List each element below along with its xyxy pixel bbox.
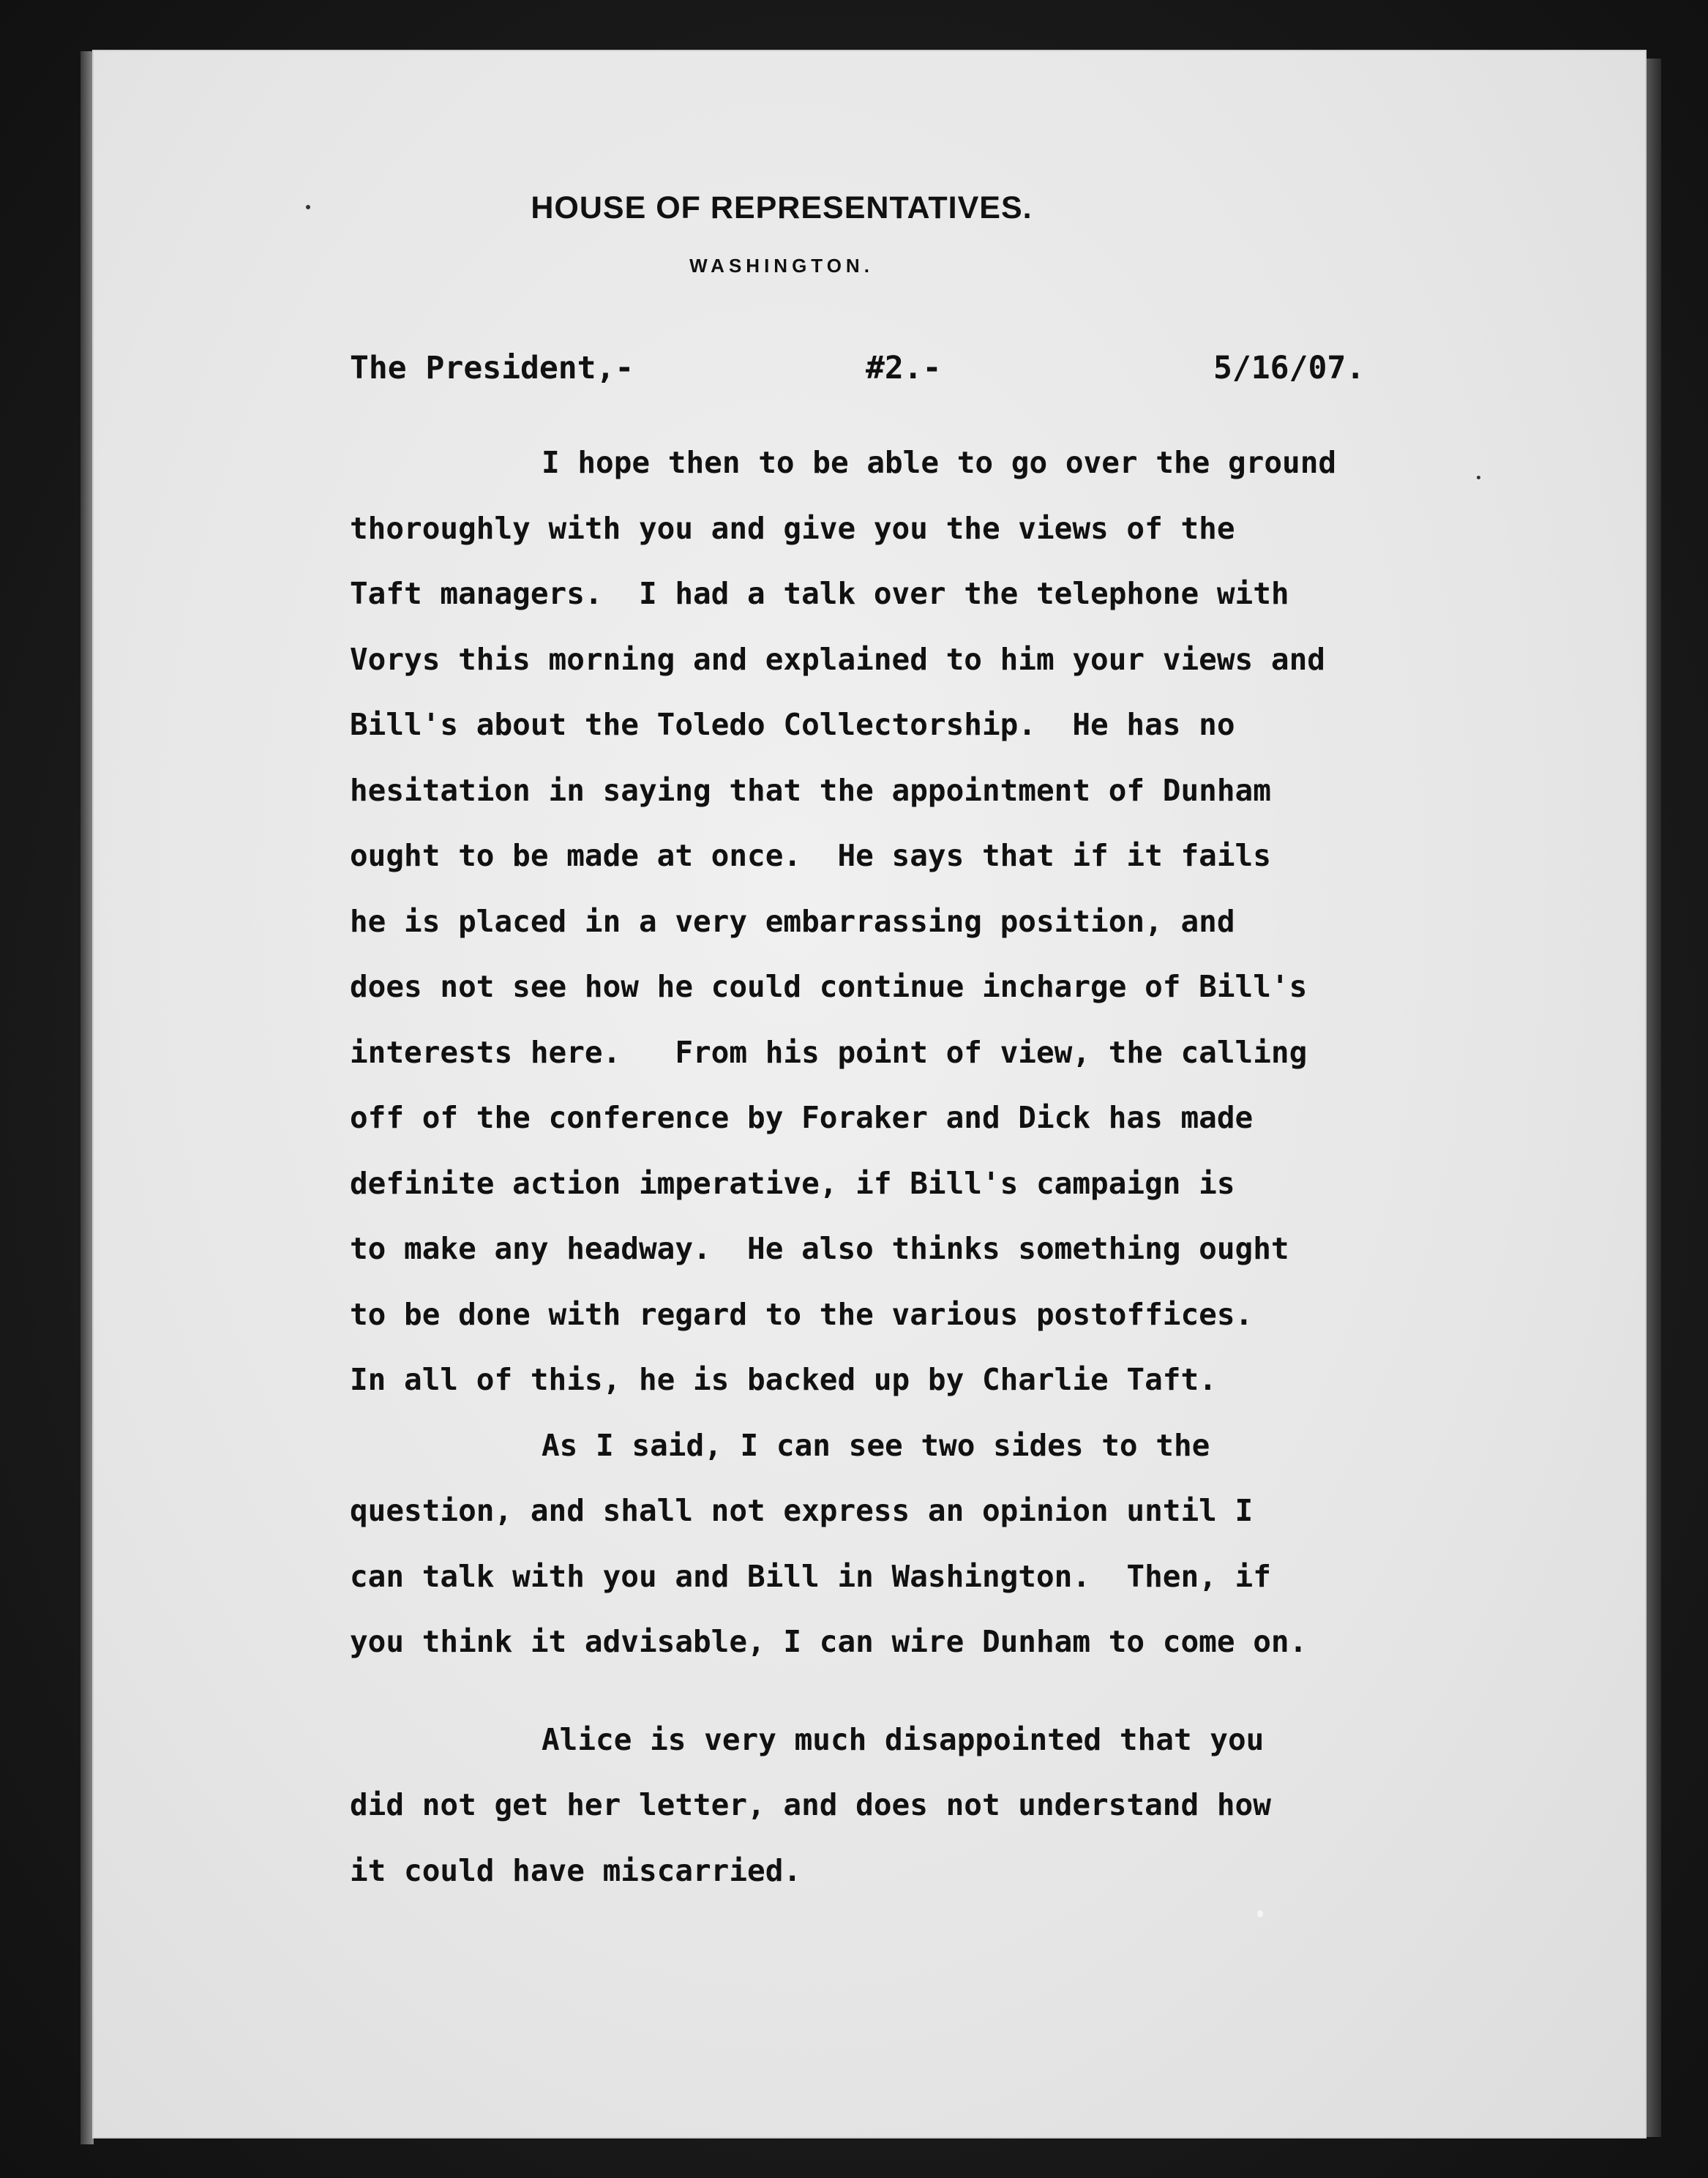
- paragraph-gap: [350, 1675, 1491, 1707]
- text-line: does not see how he could continue incharge of Bill's: [350, 969, 1308, 1004]
- addressee: The President,-: [350, 350, 634, 386]
- text-line: In all of this, he is backed up by Charlie Taft.: [350, 1362, 1217, 1397]
- letter-body: [350, 430, 1491, 1904]
- text-line: to make any headway. He also thinks something ought: [350, 1231, 1289, 1266]
- paragraph-3: [350, 1707, 1491, 1904]
- text-line: can talk with you and Bill in Washington. Then, if: [350, 1558, 1271, 1594]
- paragraph-1: [350, 430, 1491, 1413]
- text-line: to be done with regard to the various postoffices.: [350, 1296, 1254, 1332]
- text-line: it could have miscarried.: [350, 1852, 802, 1888]
- text-line: Taft managers. I had a talk over the telephone with: [350, 576, 1289, 611]
- paper-right-edge: [1645, 59, 1661, 2137]
- letter-page: [94, 51, 1645, 2137]
- letterhead-title: HOUSE OF REPRESENTATIVES.: [531, 190, 1033, 225]
- text-line: thoroughly with you and give you the views of the: [350, 510, 1235, 546]
- letterhead-subtitle: WASHINGTON.: [689, 255, 874, 277]
- text-line: definite action imperative, if Bill's campaign is: [350, 1165, 1235, 1201]
- text-line: interests here. From his point of view, the calling: [350, 1034, 1308, 1070]
- text-line: ought to be made at once. He says that if it fails: [350, 838, 1271, 873]
- text-line: Bill's about the Toledo Collectorship. He has no: [350, 707, 1235, 742]
- ink-speck: [1477, 476, 1480, 479]
- page-number: #2.-: [866, 350, 942, 386]
- text-line: I hope then to be able to go over the ground: [542, 445, 1337, 480]
- text-line: As I said, I can see two sides to the: [542, 1427, 1210, 1463]
- text-line: question, and shall not express an opinion until I: [350, 1493, 1254, 1528]
- letter-date: 5/16/07.: [1213, 350, 1366, 386]
- text-line: Alice is very much disappointed that you: [542, 1721, 1265, 1757]
- ink-speck: [1257, 1910, 1263, 1917]
- ink-speck: [306, 205, 310, 209]
- text-line: off of the conference by Foraker and Dick has made: [350, 1100, 1254, 1135]
- paper-left-edge: [80, 51, 94, 2144]
- text-line: did not get her letter, and does not understand how: [350, 1787, 1271, 1822]
- text-line: he is placed in a very embarrassing position, and: [350, 903, 1235, 939]
- text-line: Vorys this morning and explained to him your views and: [350, 641, 1325, 677]
- text-line: hesitation in saying that the appointment of Dunham: [350, 772, 1271, 808]
- paragraph-2: [350, 1413, 1491, 1675]
- text-line: you think it advisable, I can wire Dunham to come on.: [350, 1624, 1308, 1659]
